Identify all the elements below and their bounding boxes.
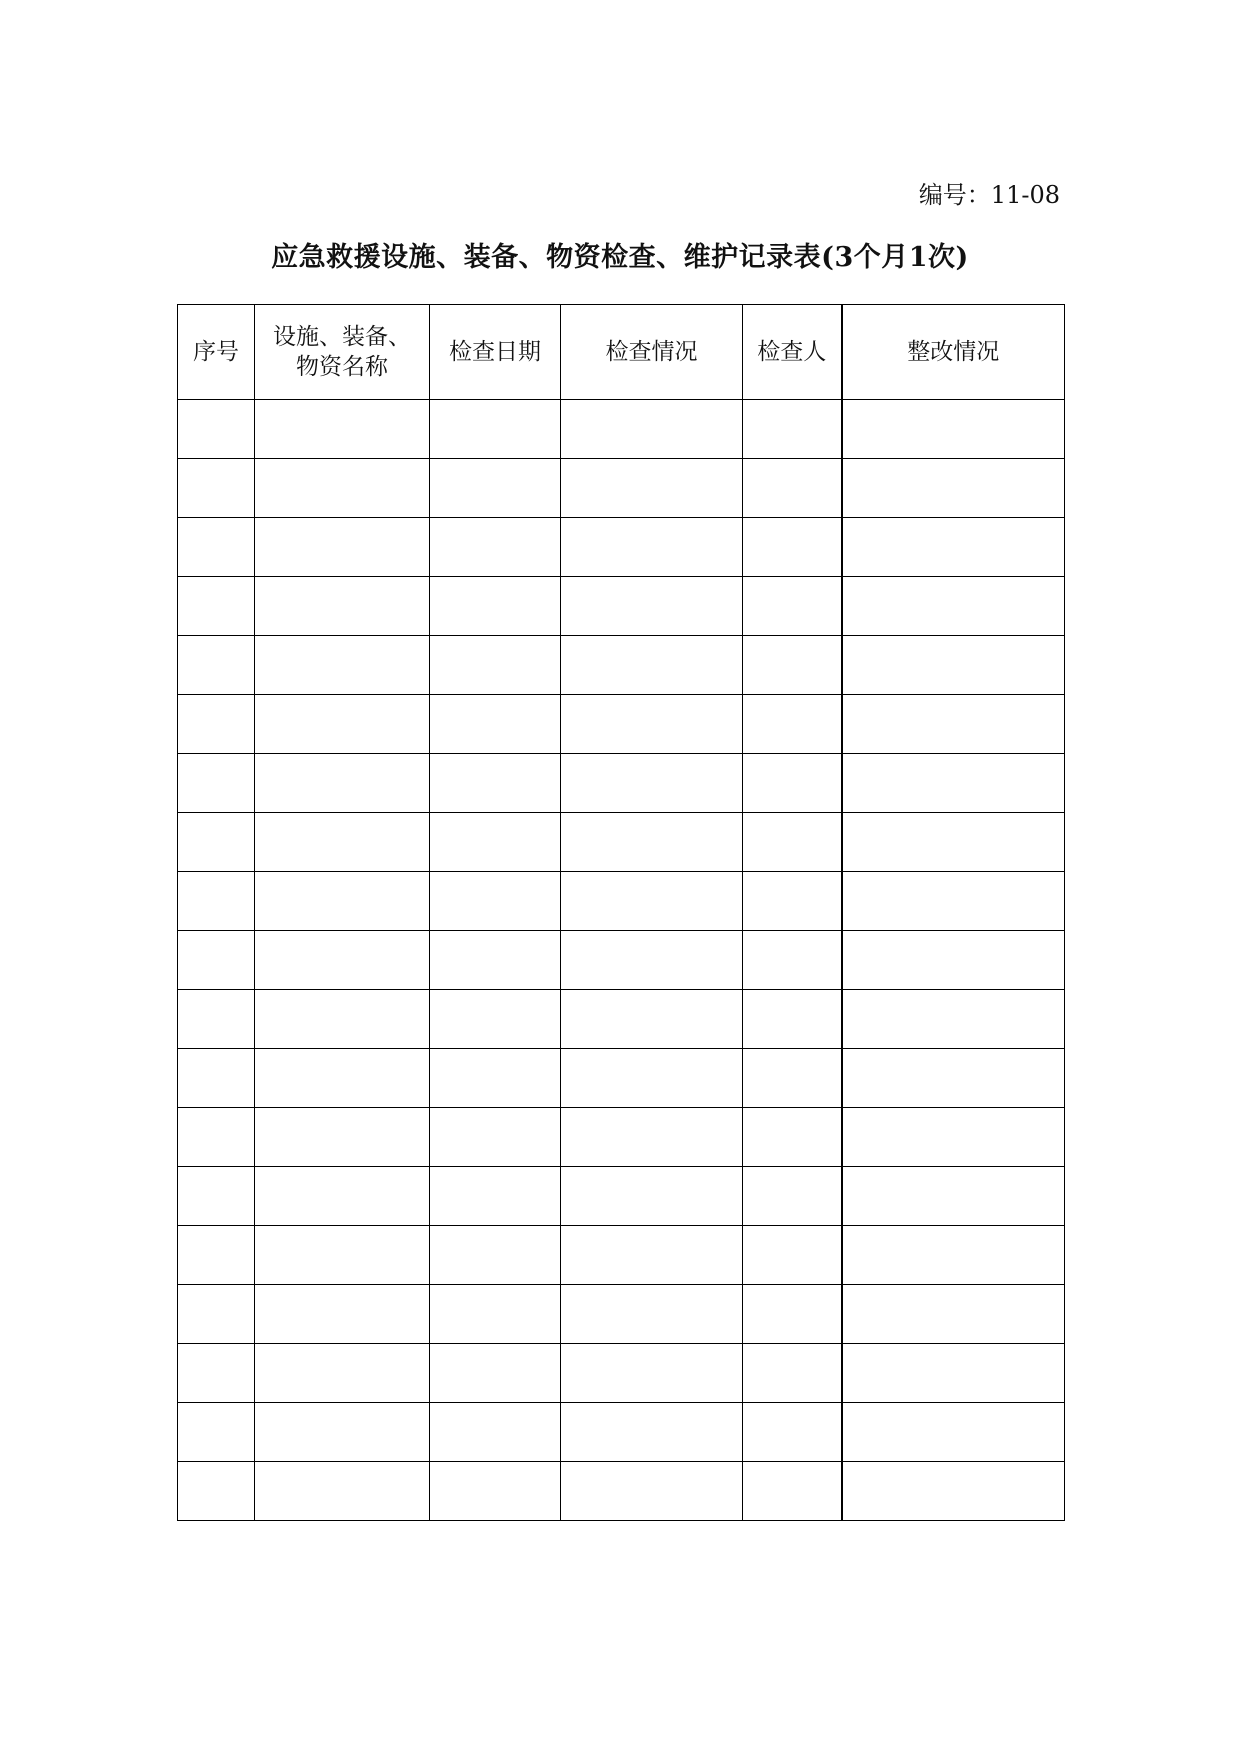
cell-inspection-date[interactable]	[430, 695, 561, 754]
cell-inspection-status[interactable]	[561, 400, 743, 459]
cell-rectification[interactable]	[842, 872, 1065, 931]
cell-item-name[interactable]	[255, 400, 430, 459]
cell-item-name[interactable]	[255, 459, 430, 518]
table-row	[178, 1167, 1065, 1226]
cell-inspector[interactable]	[743, 1344, 842, 1403]
cell-inspector[interactable]	[743, 813, 842, 872]
cell-item-name[interactable]	[255, 1403, 430, 1462]
cell-inspection-status[interactable]	[561, 577, 743, 636]
header-serial: 序号	[178, 305, 255, 400]
cell-inspection-date[interactable]	[430, 1049, 561, 1108]
cell-serial[interactable]	[178, 1462, 255, 1521]
cell-inspection-date[interactable]	[430, 400, 561, 459]
cell-inspection-status[interactable]	[561, 872, 743, 931]
cell-inspection-date[interactable]	[430, 754, 561, 813]
cell-rectification[interactable]	[842, 1049, 1065, 1108]
cell-serial[interactable]	[178, 1108, 255, 1167]
cell-rectification[interactable]	[842, 1285, 1065, 1344]
cell-rectification[interactable]	[842, 1167, 1065, 1226]
cell-rectification[interactable]	[842, 754, 1065, 813]
cell-serial[interactable]	[178, 518, 255, 577]
cell-rectification[interactable]	[842, 1462, 1065, 1521]
cell-rectification[interactable]	[842, 518, 1065, 577]
document-title: 应急救援设施、装备、物资检查、维护记录表(3个月1次)	[271, 242, 969, 273]
cell-inspection-date[interactable]	[430, 931, 561, 990]
inspection-record-table	[177, 304, 1065, 1521]
cell-inspector[interactable]	[743, 636, 842, 695]
cell-inspection-status[interactable]	[561, 1344, 743, 1403]
cell-inspector[interactable]	[743, 577, 842, 636]
cell-item-name[interactable]	[255, 1344, 430, 1403]
cell-serial[interactable]	[178, 577, 255, 636]
cell-inspection-date[interactable]	[430, 1108, 561, 1167]
cell-rectification[interactable]	[842, 459, 1065, 518]
cell-inspection-date[interactable]	[430, 1344, 561, 1403]
cell-inspector[interactable]	[743, 695, 842, 754]
header-rectification: 整改情况	[842, 305, 1065, 400]
cell-inspection-date[interactable]	[430, 813, 561, 872]
cell-inspection-date[interactable]	[430, 518, 561, 577]
table-row	[178, 1226, 1065, 1285]
table-row	[178, 872, 1065, 931]
cell-serial[interactable]	[178, 636, 255, 695]
cell-inspection-date[interactable]	[430, 1285, 561, 1344]
cell-inspector[interactable]	[743, 1285, 842, 1344]
cell-item-name[interactable]	[255, 1108, 430, 1167]
cell-item-name[interactable]	[255, 577, 430, 636]
cell-inspection-status[interactable]	[561, 518, 743, 577]
cell-serial[interactable]	[178, 931, 255, 990]
cell-serial[interactable]	[178, 1226, 255, 1285]
cell-serial[interactable]	[178, 1049, 255, 1108]
cell-inspection-date[interactable]	[430, 1403, 561, 1462]
cell-inspection-status[interactable]	[561, 1049, 743, 1108]
cell-inspection-status[interactable]	[561, 1167, 743, 1226]
cell-serial[interactable]	[178, 459, 255, 518]
cell-rectification[interactable]	[842, 1403, 1065, 1462]
table-row	[178, 695, 1065, 754]
table-row	[178, 459, 1065, 518]
cell-inspector[interactable]	[743, 459, 842, 518]
cell-rectification[interactable]	[842, 695, 1065, 754]
cell-serial[interactable]	[178, 1285, 255, 1344]
cell-item-name[interactable]	[255, 1167, 430, 1226]
table-row	[178, 1462, 1065, 1521]
cell-inspection-status[interactable]	[561, 990, 743, 1049]
cell-item-name[interactable]	[255, 931, 430, 990]
cell-inspector[interactable]	[743, 400, 842, 459]
cell-serial[interactable]	[178, 1167, 255, 1226]
cell-rectification[interactable]	[842, 931, 1065, 990]
cell-inspection-status[interactable]	[561, 1403, 743, 1462]
cell-inspection-date[interactable]	[430, 577, 561, 636]
cell-serial[interactable]	[178, 813, 255, 872]
cell-rectification[interactable]	[842, 813, 1065, 872]
table-row	[178, 636, 1065, 695]
table-row	[178, 518, 1065, 577]
cell-inspector[interactable]	[743, 1049, 842, 1108]
cell-rectification[interactable]	[842, 1108, 1065, 1167]
table-row	[178, 400, 1065, 459]
cell-inspection-date[interactable]	[430, 1167, 561, 1226]
cell-inspector[interactable]	[743, 1462, 842, 1521]
cell-rectification[interactable]	[842, 1344, 1065, 1403]
cell-inspection-status[interactable]	[561, 636, 743, 695]
cell-inspector[interactable]	[743, 1108, 842, 1167]
cell-item-name[interactable]	[255, 1285, 430, 1344]
cell-rectification[interactable]	[842, 577, 1065, 636]
cell-item-name[interactable]	[255, 695, 430, 754]
table-row	[178, 1344, 1065, 1403]
header-item-name-line1: 设施、装备、	[273, 324, 411, 350]
cell-inspection-status[interactable]	[561, 695, 743, 754]
cell-inspection-date[interactable]	[430, 459, 561, 518]
cell-inspector[interactable]	[743, 931, 842, 990]
cell-serial[interactable]	[178, 990, 255, 1049]
cell-inspection-status[interactable]	[561, 459, 743, 518]
cell-rectification[interactable]	[842, 1226, 1065, 1285]
cell-serial[interactable]	[178, 1344, 255, 1403]
cell-item-name[interactable]	[255, 990, 430, 1049]
cell-rectification[interactable]	[842, 400, 1065, 459]
cell-item-name[interactable]	[255, 1049, 430, 1108]
cell-inspection-date[interactable]	[430, 872, 561, 931]
table-row	[178, 813, 1065, 872]
table-row	[178, 1108, 1065, 1167]
cell-inspector[interactable]	[743, 1403, 842, 1462]
cell-inspection-date[interactable]	[430, 1226, 561, 1285]
table-row	[178, 1403, 1065, 1462]
cell-inspection-date[interactable]	[430, 636, 561, 695]
cell-serial[interactable]	[178, 872, 255, 931]
cell-inspection-status[interactable]	[561, 1226, 743, 1285]
cell-item-name[interactable]	[255, 872, 430, 931]
header-inspection-date: 检查日期	[430, 305, 561, 400]
cell-inspector[interactable]	[743, 1167, 842, 1226]
cell-item-name[interactable]	[255, 518, 430, 577]
cell-inspection-status[interactable]	[561, 813, 743, 872]
cell-serial[interactable]	[178, 754, 255, 813]
cell-inspection-status[interactable]	[561, 1285, 743, 1344]
table-body	[178, 400, 1065, 1521]
cell-serial[interactable]	[178, 400, 255, 459]
cell-inspector[interactable]	[743, 990, 842, 1049]
cell-inspection-date[interactable]	[430, 1462, 561, 1521]
header-item-name-line2: 物资名称	[296, 354, 388, 380]
cell-inspection-status[interactable]	[561, 931, 743, 990]
cell-serial[interactable]	[178, 1403, 255, 1462]
cell-item-name[interactable]	[255, 636, 430, 695]
cell-item-name[interactable]	[255, 1226, 430, 1285]
cell-rectification[interactable]	[842, 636, 1065, 695]
cell-serial[interactable]	[178, 695, 255, 754]
table-row	[178, 754, 1065, 813]
cell-item-name[interactable]	[255, 1462, 430, 1521]
table-row	[178, 577, 1065, 636]
cell-inspection-date[interactable]	[430, 990, 561, 1049]
cell-rectification[interactable]	[842, 990, 1065, 1049]
cell-item-name[interactable]	[255, 813, 430, 872]
cell-inspection-status[interactable]	[561, 1462, 743, 1521]
cell-inspector[interactable]	[743, 872, 842, 931]
cell-inspector[interactable]	[743, 754, 842, 813]
table-header-row	[178, 305, 1065, 400]
document-number: 编号：11-08	[918, 181, 1060, 209]
table-row	[178, 1049, 1065, 1108]
header-item-name	[255, 305, 430, 400]
cell-inspector[interactable]	[743, 1226, 842, 1285]
header-inspector: 检查人	[743, 305, 842, 400]
header-inspection-status: 检查情况	[561, 305, 743, 400]
cell-item-name[interactable]	[255, 754, 430, 813]
cell-inspector[interactable]	[743, 518, 842, 577]
cell-inspection-status[interactable]	[561, 1108, 743, 1167]
table-row	[178, 931, 1065, 990]
table-row	[178, 1285, 1065, 1344]
cell-inspection-status[interactable]	[561, 754, 743, 813]
table-row	[178, 990, 1065, 1049]
